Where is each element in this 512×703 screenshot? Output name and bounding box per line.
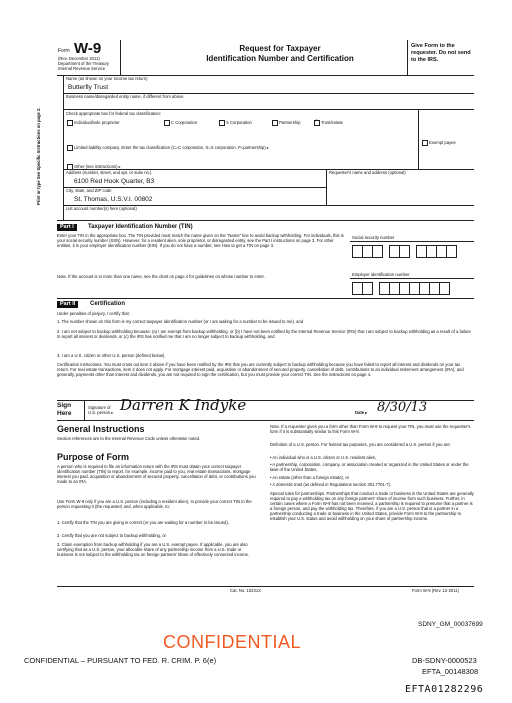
bullet-4: • A domestic trust (as defined in Regulations section 301.7701-7). xyxy=(270,482,392,487)
part1-label: Part I xyxy=(57,224,77,231)
bullet-3: • An estate (other than a foreign estate), or xyxy=(270,475,349,480)
partnership-label: Partnership xyxy=(279,120,301,125)
s-corp-label: S Corporation xyxy=(226,120,252,125)
purpose-point-1: 1. Certify that the TIN you are giving is correct (or you are waiting for a number to be issued), xyxy=(57,520,229,525)
part2-title: Certification xyxy=(90,301,126,307)
form-title xyxy=(160,44,400,64)
s-corp-checkbox[interactable] xyxy=(219,120,225,126)
llc-label: Limited liability company. Enter the tax classification (C=C corporation, S=S corporation, P=partnership) ▸ xyxy=(74,145,269,150)
requester-label: Requester's name and address (optional) xyxy=(329,170,406,175)
address-value[interactable]: 6100 Red Hook Quarter, B3 xyxy=(74,178,155,185)
bullet-1: • An individual who is a U.S. citizen or U.S. resident alien, xyxy=(270,455,377,460)
part2-item2: 2. I am not subject to backup withholding because: (a) I am exempt from backup withholding, or (b) I have not been notified by the Internal Revenue Service (IRS) that I am subject to backup withholding as a result of a failure to report all interest or dividends, or (c) the IRS has notified me that I am no longer subject to backup withholding, and xyxy=(57,329,471,340)
cat-no: Cat. No. 10231X xyxy=(230,588,261,593)
requester-note: Note. If a requester gives you a form other than Form W-9 to request your TIN, you must use the requester's form if it is substantially similar to this Form W-9. xyxy=(270,424,471,435)
account-label: List account number(s) here (optional) xyxy=(66,206,137,211)
date-label: Date ▸ xyxy=(355,410,368,415)
purpose-point-3: 3. Claim exemption from backup withholding if you are a U.S. exempt payee. If applicable, you are also certifying that as a U.S. person, your allocable share of any partnership income from a U.S. trade or business is not subject to the withholding tax on foreign partners' share of effectively connected income. xyxy=(57,542,250,558)
name-value[interactable]: Butterfly Trust xyxy=(68,84,109,91)
purpose-point-2: 2. Certify that you are not subject to backup withholding, or xyxy=(57,533,166,538)
revision: (Rev. December 2011) xyxy=(58,56,100,61)
ein-label: Employer identification number xyxy=(352,272,410,277)
title-line-1: Request for Taxpayer xyxy=(239,44,321,53)
efta-stamp-1: EFTA_00148308 xyxy=(422,667,479,676)
general-heading: General Instructions xyxy=(57,424,145,434)
city-label: City, state, and ZIP code xyxy=(66,188,112,193)
department: Department of the Treasury xyxy=(58,61,109,66)
partnership-checkbox[interactable] xyxy=(272,120,278,126)
part1-text: Enter your TIN in the appropriate box. The TIN provided must match the name given on the "Name" line to avoid backup withholding. For individuals, this is your social security number (SSN). However, for a resident alien, sole proprietor, or disregarded entity, see the Part I instructions on page 3. For other entities, it is your employer identification number (EIN). If you do not have a number, see How to get a TIN on page 3. xyxy=(57,233,344,249)
irs-label: Internal Revenue Service xyxy=(58,66,106,71)
part1-title: Taxpayer Identification Number (TIN) xyxy=(88,224,193,230)
part2-intro: Under penalties of perjury, I certify that: xyxy=(57,311,130,316)
c-corp-checkbox[interactable] xyxy=(164,120,170,126)
exempt-payee-checkbox[interactable] xyxy=(422,140,428,146)
purpose-heading: Purpose of Form xyxy=(57,452,130,462)
form-rev-footer: Form W-9 (Rev. 12-2011) xyxy=(412,588,460,593)
form-number: W-9 xyxy=(74,40,102,57)
part1-note: Note. If the account is in more than one name, see the chart on page 4 for guidelines on whose number to enter. xyxy=(57,274,265,279)
confidential-stamp: CONFIDENTIAL xyxy=(163,632,302,652)
pursuant-stamp: CONFIDENTIAL – PURSUANT TO FED. R. CRIM. P. 6(e) xyxy=(24,656,217,665)
business-label: Business name/disregarded entity name, if different from above xyxy=(66,94,184,99)
individual-label: Individual/sole proprietor xyxy=(74,120,120,125)
individual-checkbox[interactable] xyxy=(67,120,73,126)
trust-check-mark: ✓ xyxy=(314,118,319,124)
db-stamp: DB-SDNY-0000523 xyxy=(412,656,477,665)
give-form-note: Give Form to the requester. Do not send to the IRS. xyxy=(411,43,471,63)
title-line-2: Identification Number and Certification xyxy=(206,54,354,63)
part2-label: Part II xyxy=(57,301,78,308)
bullet-2: • A partnership, corporation, company, or association created or organized in the United States or under the laws of the United States, xyxy=(270,462,469,473)
sign-here: Sign Here xyxy=(57,402,72,417)
date-value[interactable]: 8/30/13 xyxy=(377,400,428,415)
llc-checkbox[interactable] xyxy=(67,145,73,151)
special-rules: Special rules for partnerships. Partnerships that conduct a trade or business in the United States are generally required to pay a withholding tax on any foreign partners' share of income from such business. Further, in certain cases where a Form W-9 has not been received, a partnership is required to presume that a partner is a foreign person, and pay the withholding tax. Therefore, if you are a U.S. person that is a partner in a partnership conducting a trade or business in the United States, provide Form W-9 to the partnership to establish your U.S. status and avoid withholding on your share of partnership income. xyxy=(270,491,474,522)
other-label: Other (see instructions) ▸ xyxy=(74,164,121,169)
classification-label: Check appropriate box for federal tax classification: xyxy=(66,111,161,116)
c-corp-label: C Corporation xyxy=(171,120,198,125)
form-word: Form xyxy=(58,48,70,54)
ssn-label: Social security number xyxy=(352,235,395,240)
signature-value[interactable]: Darren K Indyke xyxy=(120,396,247,414)
efta-stamp-2: EFTA01282296 xyxy=(405,684,484,695)
side-label: Print or type See Specific Instructions on page 2. xyxy=(36,107,41,205)
trust-label: Trust/estate xyxy=(321,120,343,125)
city-value[interactable]: St. Thomas, U.S.V.I. 00802 xyxy=(74,196,153,203)
part2-item3: 3. I am a U.S. citizen or other U.S. person (defined below). xyxy=(57,353,166,358)
use-text: Use Form W-9 only if you are a U.S. person (including a resident alien), to provide your correct TIN to the person requesting it (the requester) and, when applicable, to: xyxy=(57,499,252,510)
address-label: Address (number, street, and apt. or suite no.) xyxy=(66,170,152,175)
signature-label: Signature of U.S. person ▸ xyxy=(88,405,114,416)
exempt-payee-label: Exempt payee xyxy=(429,140,456,145)
purpose-text: A person who is required to file an information return with the IRS must obtain your correct taxpayer identification number (TIN) to report, for example, income paid to you, real estate transactions, mortgage interest you paid, acquisition or abandonment of secured property, cancellation of debt, or contributions you made to an IRA. xyxy=(57,464,256,485)
name-label: Name (as shown on your income tax return) xyxy=(66,76,148,81)
part2-item1: 1. The number shown on this form is my correct taxpayer identification number (or I am waiting for a number to be issued to me), and xyxy=(57,319,304,324)
general-text: Section references are to the Internal Revenue Code unless otherwise noted. xyxy=(57,436,201,441)
part2-instructions: Certification instructions. You must cross out item 2 above if you have been notified by the IRS that you are currently subject to backup withholding because you have failed to report all interest and dividends on your tax return. For real estate transactions, item 2 does not apply. For mortgage interest paid, acquisition or abandonment of secured property, cancellation of debt, contributions to an individual retirement arrangement (IRA), and generally, payments other than interest and dividends, you are not required to sign the certification, but you must provide your correct TIN. See the instructions on page 4. xyxy=(57,362,464,378)
us-person-definition: Definition of a U.S. person. For federal tax purposes, you are considered a U.S. person if you are: xyxy=(270,442,451,447)
sdny-stamp: SDNY_GM_00037699 xyxy=(418,621,483,628)
